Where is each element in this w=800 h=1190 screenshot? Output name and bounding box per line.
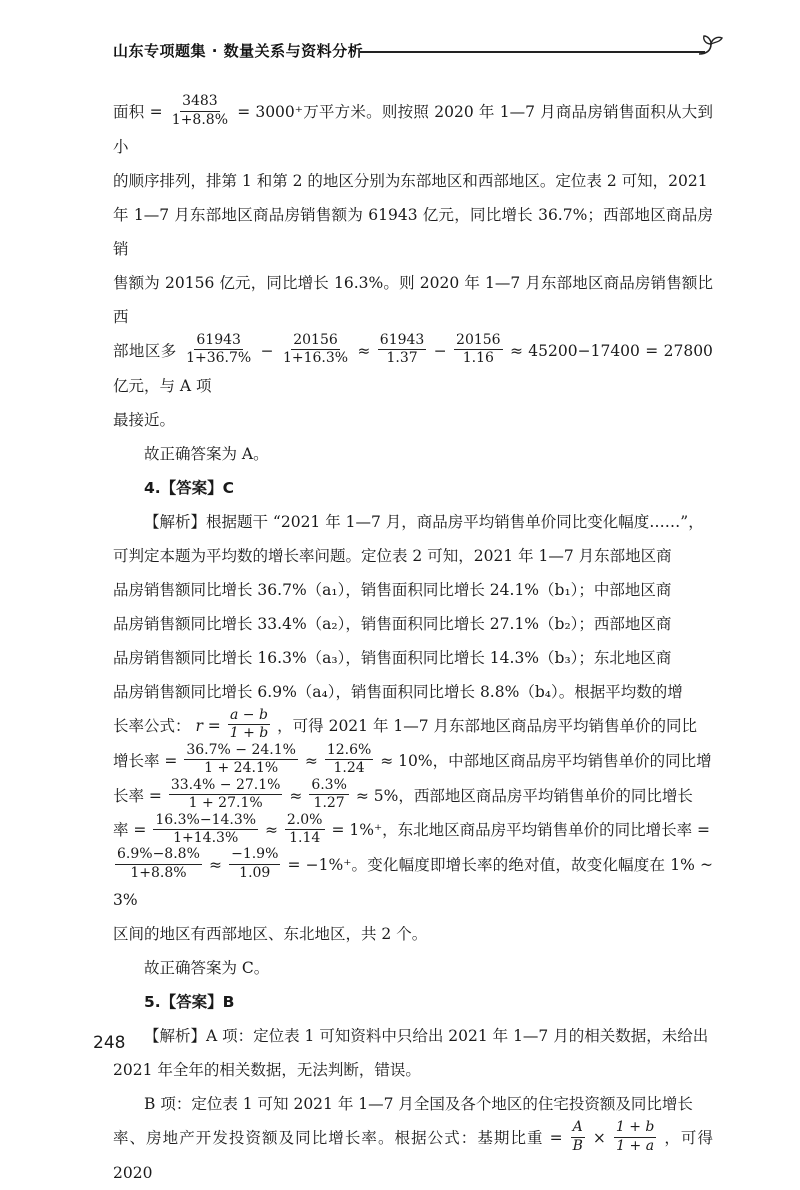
q4-line1: 【解析】根据题干 “2021 年 1—7 月，商品房平均销售单价同比变化幅度……”， bbox=[144, 512, 704, 531]
fraction: $\frac{20156}{1.16}$ bbox=[456, 332, 501, 367]
q4-line4: 品房销售额同比增长 33.4%（a₂），销售面积同比增长 27.1%（b₂）；西部地区商 bbox=[113, 614, 672, 633]
q4-line10: 率 = $\frac{16.3\%-14.3\%}{1+14.3\%}$ ≈ $\frac{2.0\%}{1.14}$ = 1%⁺，东北地区商品房平均销售单价的同比增长率 = bbox=[113, 811, 711, 846]
q4-line9: 长率 = $\frac{33.4\% - 27.1\%}{1 + 27.1\%}$ ≈ $\frac{6.3\%}{1.27}$ ≈ 5%，西部地区商品房平均销售单价的同比增长 bbox=[113, 776, 693, 812]
fraction: $\frac{6.9\%-8.8\%}{1+8.8\%}$ bbox=[117, 846, 200, 881]
fraction: $\frac{33.4\% - 27.1\%}{1 + 27.1\%}$ bbox=[170, 776, 281, 812]
fraction: $\frac{61943}{1.37}$ bbox=[379, 332, 425, 367]
q5-line4: 率、房地产开发投资额及同比增长率。根据公式：基期比重 = $\frac{A}{B}$ × $\frac{1 + b}{1 + a}$ ，可得 2020 bbox=[113, 1119, 713, 1183]
q5-line1: 【解析】A 项：定位表 1 可知资料中只给出 2021 年 1—7 月的相关数据，未给出 bbox=[144, 1027, 709, 1046]
fraction: $\frac{61943}{1+36.7\%}$ bbox=[186, 332, 252, 367]
fraction: $\frac{20156}{1+16.3\%}$ bbox=[282, 332, 349, 367]
q4-line2: 可判定本题为平均数的增长率问题。定位表 2 可知，2021 年 1—7 月东部地区商 bbox=[113, 546, 672, 565]
header-rule bbox=[360, 51, 705, 53]
fraction: $\frac{A}{B}$ bbox=[572, 1119, 583, 1154]
q4-answer-label: 4.【答案】C bbox=[144, 478, 235, 497]
q3-line6: 最接近。 bbox=[113, 410, 176, 429]
q5-answer-label: 5.【答案】B bbox=[144, 993, 235, 1012]
q3-conclusion: 故正确答案为 A。 bbox=[144, 444, 269, 463]
q4-line12: 区间的地区有西部地区、东北地区，共 2 个。 bbox=[113, 925, 428, 944]
fraction: $\frac{a - b}{1 + b}$ bbox=[229, 706, 269, 742]
fraction: $\frac{1 + b}{1 + a}$ bbox=[615, 1119, 655, 1154]
fraction: $\frac{36.7\% - 24.1\%}{1 + 24.1\%}$ bbox=[186, 741, 296, 777]
page-number: 248 bbox=[93, 1033, 126, 1053]
q3-line4: 售额为 20156 亿元，同比增长 16.3%。则 2020 年 1—7 月东部地区商品房销售额比西 bbox=[113, 273, 713, 326]
fraction: $\frac{3483}{1+8.8\%}$ bbox=[171, 93, 229, 128]
q4-line11: $\frac{6.9\%-8.8\%}{1+8.8\%}$ ≈ $\frac{-1.9\%}{1.09}$ = −1%⁺。变化幅度即增长率的绝对值，故变化幅度在 1% ~ 3% bbox=[113, 846, 713, 910]
q5-line3: B 项：定位表 1 可知 2021 年 1—7 月全国及各个地区的住宅投资额及同比增长 bbox=[144, 1095, 693, 1114]
q4-line5: 品房销售额同比增长 16.3%（a₃），销售面积同比增长 14.3%（b₃）；东北地区商 bbox=[113, 648, 672, 667]
fraction: $\frac{-1.9\%}{1.09}$ bbox=[231, 846, 279, 881]
q4-line3: 品房销售额同比增长 36.7%（a₁），销售面积同比增长 24.1%（b₁）；中部地区商 bbox=[113, 580, 672, 599]
q3-line2: 的顺序排列，排第 1 和第 2 的地区分别为东部地区和西部地区。定位表 2 可知，2021 bbox=[113, 171, 708, 190]
q4-conclusion: 故正确答案为 C。 bbox=[144, 959, 270, 978]
header-title: 山东专项题集 · 数量关系与资料分析 bbox=[113, 42, 364, 60]
page-content bbox=[113, 95, 713, 1190]
q3-line3: 年 1—7 月东部地区商品房销售额为 61943 亿元，同比增长 36.7%；西部地区商品房销 bbox=[113, 205, 713, 258]
q3-line5: 部地区多 $\frac{61943}{1+36.7\%}$ − $\frac{20156}{1+16.3\%}$ ≈ $\frac{61943}{1.37}$ − $\frac{20156}{1.16}$ ≈ 45200−17400 = 27800 亿元，与 A 项 bbox=[113, 332, 713, 395]
fraction: $\frac{2.0\%}{1.14}$ bbox=[286, 811, 323, 846]
running-header bbox=[113, 40, 723, 70]
fraction: $\frac{6.3\%}{1.27}$ bbox=[311, 776, 347, 812]
fraction: $\frac{16.3\%-14.3\%}{1+14.3\%}$ bbox=[155, 811, 257, 846]
sprout-icon bbox=[695, 32, 725, 62]
q3-line1: 面积 = $\frac{3483}{1+8.8\%}$ = 3000⁺万平方米。则按照 2020 年 1—7 月商品房销售面积从大到小 bbox=[113, 93, 713, 156]
q5-line2: 2021 年全年的相关数据，无法判断，错误。 bbox=[113, 1061, 421, 1080]
q4-line6: 品房销售额同比增长 6.9%（a₄），销售面积同比增长 8.8%（b₄）。根据平均数的增 bbox=[113, 682, 683, 701]
q4-line8: 增长率 = $\frac{36.7\% - 24.1\%}{1 + 24.1\%}$ ≈ $\frac{12.6\%}{1.24}$ ≈ 10%，中部地区商品房平均销售单价的同比增 bbox=[113, 741, 712, 777]
q4-line7: 长率公式： r = $\frac{a - b}{1 + b}$ ，可得 2021 年 1—7 月东部地区商品房平均销售单价的同比 bbox=[113, 706, 698, 742]
fraction: $\frac{12.6\%}{1.24}$ bbox=[326, 741, 372, 777]
